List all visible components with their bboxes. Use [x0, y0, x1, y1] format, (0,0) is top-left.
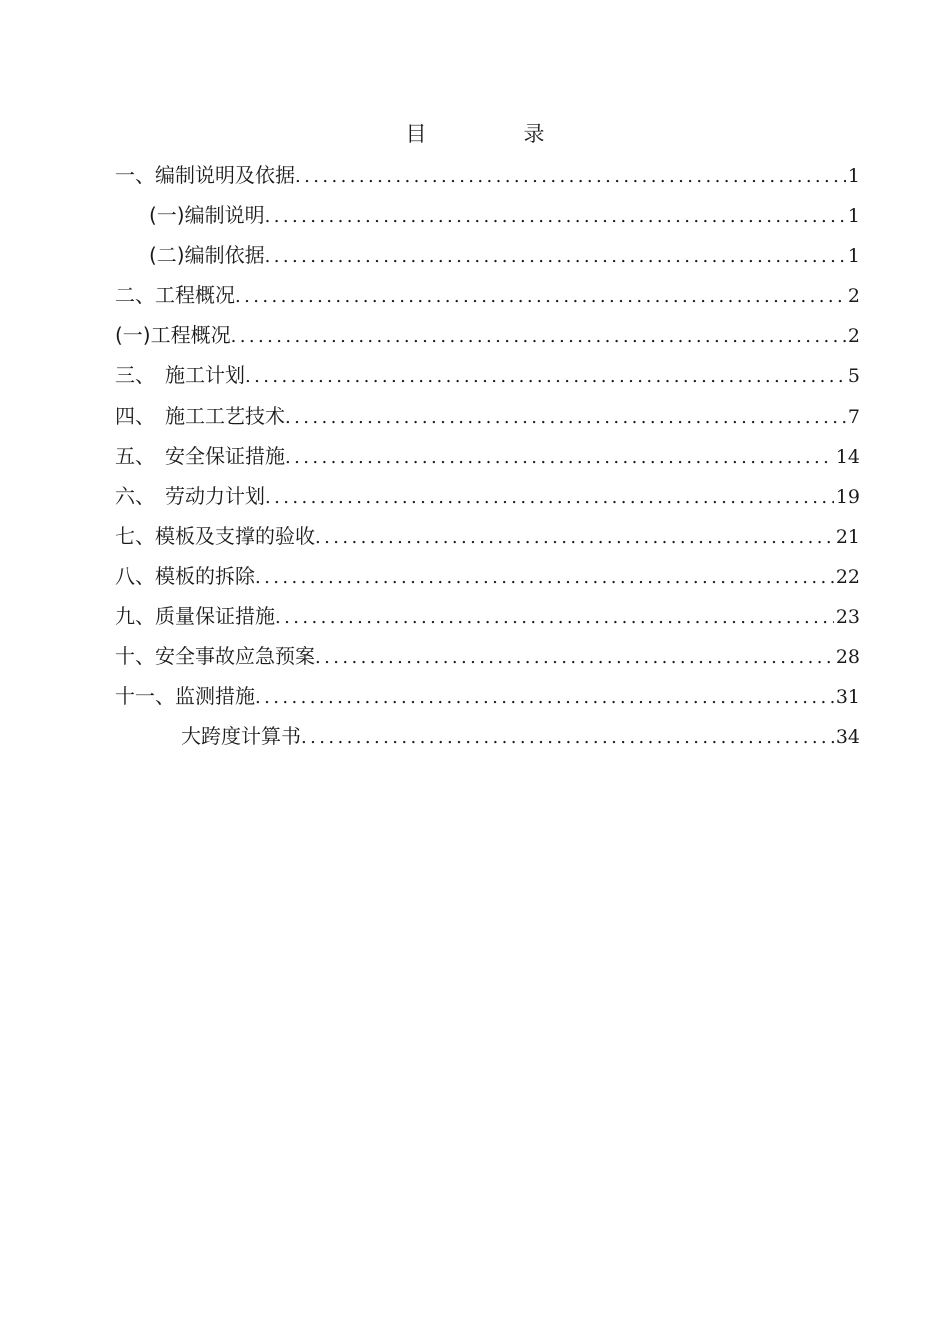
toc-entry-label: 五、 安全保证措施: [115, 443, 285, 468]
toc-entry-11[interactable]: [115, 676, 860, 716]
toc-dot-leader: [255, 678, 834, 718]
toc-dot-leader: [245, 357, 846, 397]
toc-page-number: 2: [847, 285, 860, 308]
toc-dot-leader: [231, 317, 846, 357]
toc-entry-10[interactable]: [115, 636, 860, 676]
toc-page-number: 31: [835, 686, 860, 709]
toc-page-number: 2: [847, 325, 860, 348]
toc-entry-label: 十一、监测措施: [115, 684, 255, 709]
toc-page-number: 28: [835, 646, 860, 669]
toc-dot-leader: [275, 598, 834, 638]
toc-entry-4[interactable]: [115, 396, 860, 436]
toc-page-number: 14: [835, 445, 860, 468]
toc-entry-5[interactable]: [115, 436, 860, 476]
toc-entry-6[interactable]: [115, 476, 860, 516]
toc-entry-1[interactable]: [115, 155, 860, 195]
toc-entry-9[interactable]: [115, 596, 860, 636]
toc-dot-leader: [301, 718, 834, 758]
toc-list: [115, 155, 860, 756]
toc-dot-leader: [265, 237, 846, 277]
toc-entry-label: 三、 施工计划: [115, 363, 245, 388]
toc-entry-1-1[interactable]: [115, 195, 860, 235]
toc-entry-label: 二、工程概况: [115, 283, 235, 308]
toc-entry-7[interactable]: [115, 516, 860, 556]
toc-entry-label: (一)工程概况: [115, 323, 231, 348]
toc-page-number: 1: [847, 205, 860, 228]
toc-entry-label: 大跨度计算书: [181, 724, 301, 749]
toc-page-number: 22: [835, 565, 860, 588]
toc-dot-leader: [235, 277, 846, 317]
toc-title: 目 录: [405, 122, 583, 146]
toc-page-number: 1: [847, 245, 860, 268]
toc-entry-label: 七、模板及支撑的验收: [115, 523, 315, 548]
toc-page-number: 7: [847, 405, 860, 428]
toc-entry-label: 八、模板的拆除: [115, 563, 255, 588]
toc-entry-label: (二)编制依据: [149, 243, 265, 268]
toc-entry-label: (一)编制说明: [149, 203, 265, 228]
toc-entry-label: 六、 劳动力计划: [115, 483, 265, 508]
toc-page-number: 1: [847, 165, 860, 187]
toc-entry-8[interactable]: [115, 556, 860, 596]
toc-entry-2[interactable]: [115, 275, 860, 315]
toc-dot-leader: [255, 558, 834, 598]
toc-page-number: 5: [847, 365, 860, 388]
toc-page-number: 19: [835, 485, 860, 508]
toc-page-number: 21: [835, 525, 860, 548]
toc-entry-label: 十、安全事故应急预案: [115, 644, 315, 669]
toc-entry-label: 九、质量保证措施: [115, 604, 275, 629]
toc-entry-3[interactable]: [115, 355, 860, 395]
toc-dot-leader: [285, 398, 846, 438]
toc-entry-2-1[interactable]: [115, 315, 860, 355]
toc-page-number: 34: [835, 726, 860, 749]
toc-dot-leader: [295, 157, 846, 197]
toc-entry-label: 一、编制说明及依据: [115, 163, 295, 187]
toc-page-number: 23: [835, 606, 860, 629]
toc-dot-leader: [265, 478, 834, 518]
toc-dot-leader: [265, 197, 846, 237]
toc-entry-appendix[interactable]: [115, 716, 860, 756]
toc-entry-label: 四、 施工工艺技术: [115, 403, 285, 428]
toc-dot-leader: [285, 438, 834, 478]
toc-dot-leader: [315, 638, 834, 678]
toc-dot-leader: [315, 518, 834, 558]
toc-entry-1-2[interactable]: [115, 235, 860, 275]
